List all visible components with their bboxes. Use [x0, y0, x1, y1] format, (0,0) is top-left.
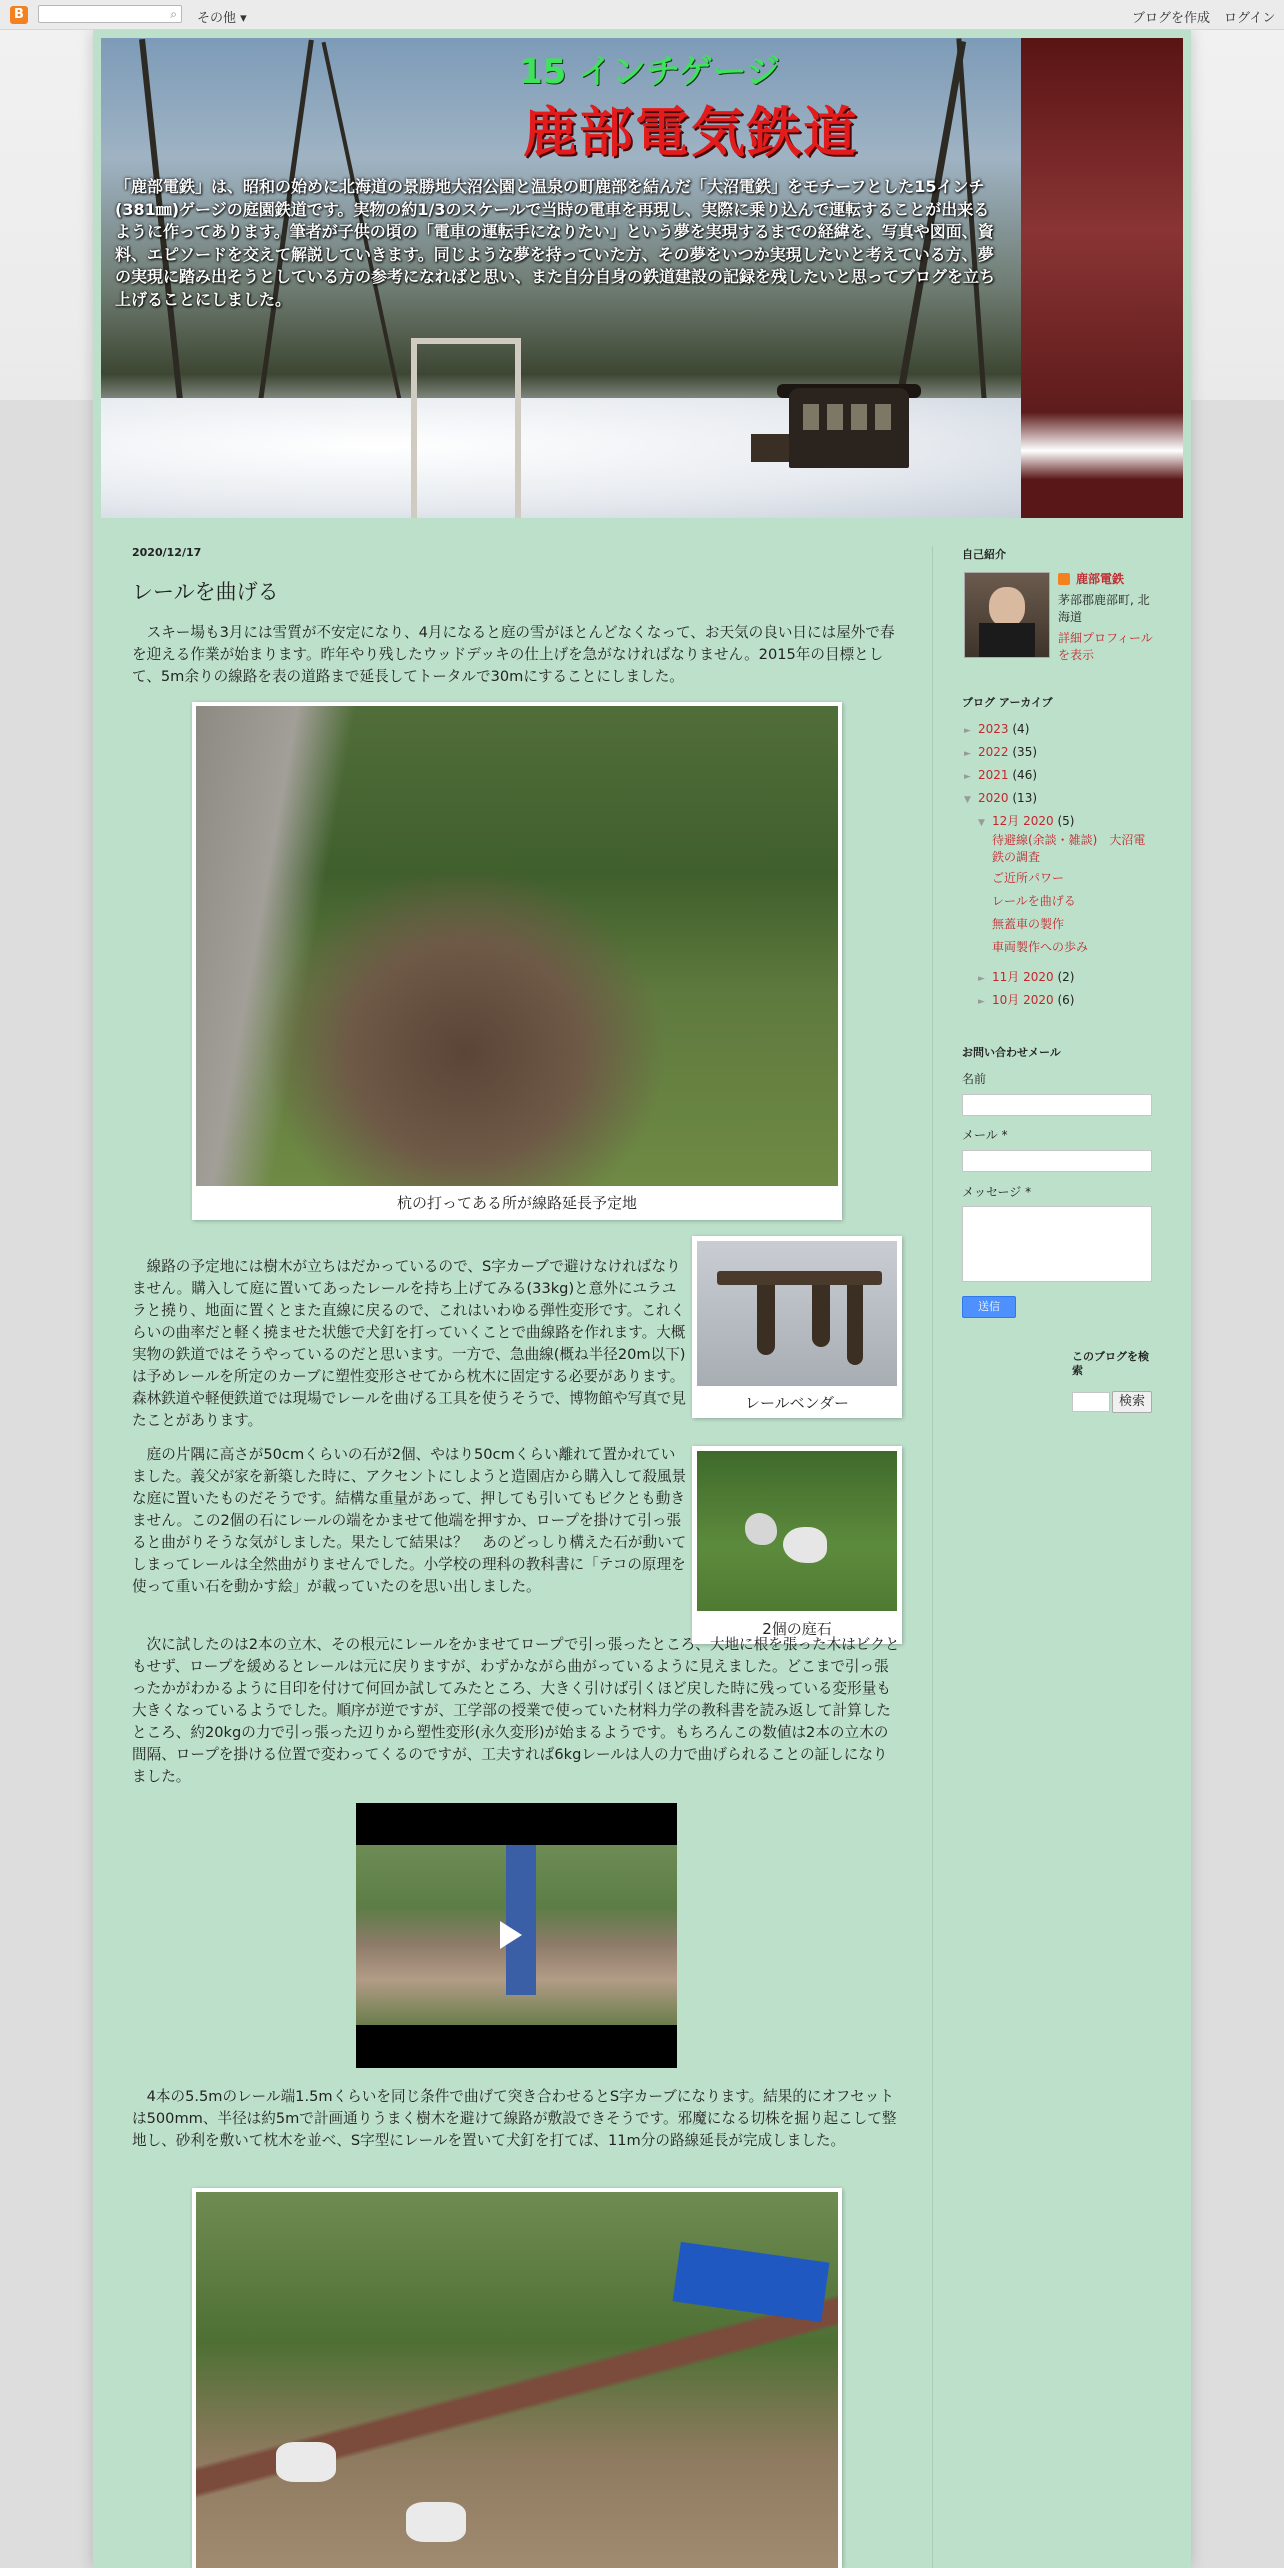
track-extension-photo: [196, 706, 838, 1186]
blue-tarp: [673, 2242, 830, 2322]
post-date: 2020/12/17: [132, 546, 202, 559]
post-paragraph: 次に試したのは2本の立木、その根元にレールをかませてロープで引っ張ったところ、大地に根を張った木はビクともせず、ロープを緩めるとレールは元に戻りますが、わずかながら曲がっているように見えました。どこまで引っ張ったかがわかるように目印を付けて何回か試してみたところ、大きく引けば引くほど戻した時に残っている変形量も大きくなっているようでした。順序が逆ですが、工学部の授業で使っていた材料力学の教科書を読み返して計算したところ、約20kgの力で引っ張った辺りから塑性変形(永久変形)が始まるようです。もちろんこの数値は2本の立木の間隔、ロープを掛ける位置で変わってくるのですが、工夫すれば6kgレールは人の力で曲げられることの証しになりました。: [132, 1636, 900, 1785]
expand-icon[interactable]: ►: [978, 997, 985, 1007]
author-location: 茅部郡鹿部町, 北海道: [1058, 593, 1150, 624]
photo-caption: レールベンダー: [744, 1394, 850, 1412]
archive-month-nov-2020[interactable]: [978, 968, 1074, 985]
rail-bender-bar: [717, 1271, 882, 1285]
navbar-search-input[interactable]: [38, 5, 182, 23]
contact-heading: お問い合わせメール: [962, 1046, 1061, 1059]
blog-title[interactable]: 鹿部電気鉄道: [523, 100, 859, 164]
archive-label[interactable]: 12月 2020: [992, 814, 1054, 828]
create-blog-link[interactable]: ブログを作成: [1132, 11, 1211, 26]
stone: [783, 1527, 827, 1563]
garden-chair: [406, 2502, 466, 2542]
tram-window: [851, 404, 867, 430]
archive-post-link[interactable]: 車両製作への歩み: [992, 940, 1089, 954]
archive-post-link[interactable]: 無蓋車の製作: [992, 917, 1065, 931]
post-paragraph: スキー場も3月には雪質が不安定になり、4月になると庭の雪がほとんどなくなって、お天気の良い日には屋外で春を迎える作業が始まります。昨年やり残したウッドデッキの仕上げを急がなければなりません。2015年の目標として、5m余りの線路を表の道路まで延長してトータルで30mにすることにしました。: [132, 624, 895, 685]
archive-post-link[interactable]: レールを曲げる: [992, 894, 1076, 908]
search-button[interactable]: 検索: [1112, 1391, 1152, 1413]
tram-window: [875, 404, 891, 430]
photo-caption: 2個の庭石: [762, 1620, 832, 1638]
expand-icon[interactable]: ►: [964, 726, 971, 736]
blog-search-input[interactable]: [1072, 1392, 1110, 1412]
archive-year-2022[interactable]: [964, 745, 1037, 759]
name-field[interactable]: [962, 1094, 1152, 1116]
archive-count: (6): [1057, 993, 1075, 1007]
email-field[interactable]: [962, 1150, 1152, 1172]
expand-icon[interactable]: ►: [964, 772, 971, 782]
archive-year-2023[interactable]: [964, 722, 1029, 736]
message-field[interactable]: [962, 1206, 1152, 1282]
garden-arch: [411, 338, 521, 518]
collapse-icon[interactable]: ▼: [978, 818, 985, 828]
rail-bender-hook: [847, 1285, 863, 1365]
login-link[interactable]: ログイン: [1224, 11, 1276, 26]
navbar-more-menu[interactable]: その他 ▾: [197, 11, 247, 26]
completed-track-photo: [196, 2192, 838, 2568]
photo-frame: [192, 702, 842, 1220]
rail-bender-hook: [812, 1285, 830, 1347]
column-divider: [932, 546, 933, 2568]
tram-window: [827, 404, 843, 430]
archive-post-link[interactable]: 待避線(余談・雑談) 大沼電鉄の調査: [992, 833, 1146, 864]
message-label: メッセージ *: [962, 1185, 1032, 1199]
expand-icon[interactable]: ►: [978, 974, 985, 984]
embedded-video[interactable]: [356, 1803, 677, 2068]
stone: [745, 1513, 777, 1545]
profile-heading: 自己紹介: [962, 548, 1006, 561]
author-name[interactable]: 鹿部電鉄: [1076, 572, 1125, 586]
search-icon[interactable]: ⌕: [170, 7, 177, 21]
archive-month-oct-2020[interactable]: [978, 991, 1074, 1008]
rail-bender-hook: [757, 1285, 775, 1355]
archive-year-2020[interactable]: [964, 791, 1037, 805]
avatar-uniform: [979, 623, 1035, 657]
expand-icon[interactable]: ►: [964, 749, 971, 759]
search-heading: このブログを検索: [1072, 1350, 1149, 1377]
play-icon[interactable]: [500, 1921, 522, 1949]
video-person: [506, 1845, 536, 1995]
photo-caption: 杭の打ってある所が線路延長予定地: [396, 1194, 637, 1212]
archive-label[interactable]: 11月 2020: [992, 970, 1054, 984]
blogger-profile-icon: [1058, 573, 1070, 585]
archive-count: (35): [1012, 745, 1038, 759]
blog-header: [101, 38, 1183, 518]
photo-frame: [692, 1446, 902, 1644]
garden-chair: [276, 2442, 336, 2482]
email-label: メール *: [962, 1128, 1008, 1142]
archive-label[interactable]: 10月 2020: [992, 993, 1054, 1007]
post-paragraph: 4本の5.5mのレール端1.5mくらいを同じ条件で曲げて突き合わせるとS字カーブになります。結果的にオフセットは500mm、半径は約5mで計画通りうまく樹木を避けて線路が敷設できそうです。邪魔になる切株を掘り起こして整地し、砂利を敷いて枕木を並べ、S字型にレールを置いて犬釘を打てば、11m分の路線延長が完成しました。: [132, 2088, 897, 2149]
archive-count: (4): [1012, 722, 1030, 736]
archive-heading: ブログ アーカイブ: [962, 696, 1053, 709]
post-paragraph: 線路の予定地には樹木が立ちはだかっているので、S字カーブで避けなければなりません。購入して庭に置いてあったレールを持ち上げてみる(33kg)と意外にユラユラと撓り、地面に置くとまた直線に戻るので、これはいわゆる弾性変形です。これくらいの曲率だと軽く撓ませた状態で犬釘を打っていくことで曲線路を作れます。大概実物の鉄道ではそうやっているのだと思います。一方で、急曲線(概ね半径20m以下)は予めレールを所定のカーブに塑性変形させてから枕木に固定する必要があります。森林鉄道や軽便鉄道では現場でレールを曲げる工具を使うそうで、博物館や写真で見たことがあります。: [132, 1258, 686, 1429]
avatar-face: [989, 587, 1025, 627]
profile-avatar[interactable]: [964, 572, 1050, 658]
photo-frame: [692, 1236, 902, 1418]
blogger-navbar: [0, 0, 1284, 30]
collapse-icon[interactable]: ▼: [964, 795, 971, 805]
header-gauge: 15 インチゲージ: [519, 52, 781, 92]
archive-count: (2): [1057, 970, 1075, 984]
archive-label[interactable]: 2023: [978, 722, 1009, 736]
archive-label[interactable]: 2020: [978, 791, 1009, 805]
rail-bender-photo: [697, 1241, 897, 1386]
name-label: 名前: [962, 1072, 987, 1086]
archive-post-link[interactable]: ご近所パワー: [992, 871, 1065, 885]
send-button[interactable]: 送信: [962, 1296, 1016, 1318]
archive-month-dec-2020[interactable]: [978, 812, 1074, 829]
profile-detail-link[interactable]: 詳細プロフィールを表示: [1058, 631, 1153, 662]
garden-stones-photo: [697, 1451, 897, 1611]
archive-label[interactable]: 2022: [978, 745, 1009, 759]
archive-year-2021[interactable]: [964, 768, 1037, 782]
archive-count: (13): [1012, 791, 1038, 805]
post-paragraph: 庭の片隅に高さが50cmくらいの石が2個、やはり50cmくらい離れて置かれていました。義父が家を新築した時に、アクセントにしようと造園店から購入して殺風景な庭に置いたものだそうです。結構な重量があって、押しても引いてもビクとも動きません。この2個の石にレールの端をかませて他端を押すか、ロープを掛けて引っ張ると曲がりそうな気がしました。果たして結果は？ あのどっしり構えた石が動いてしまってレールは全然曲がりませんでした。小学校の理科の教科書に「テコの原理を使って重い石を動かす絵」が載っていたのを思い出しました。: [132, 1446, 687, 1595]
archive-count: (46): [1012, 768, 1038, 782]
blogger-logo-icon[interactable]: B: [10, 6, 28, 24]
tram-window: [803, 404, 819, 430]
blog-description: 「鹿部電鉄」は、昭和の始めに北海道の景勝地大沼公園と温泉の町鹿部を結んだ「大沼電鉄」をモチーフとした15インチ(381㎜)ゲージの庭園鉄道です。実物の約1/3のスケールで当時の電車を再現し、実際に乗り込んで運転することが出来るように作ってあります。筆者が子供の頃の「電車の運転手になりたい」という夢を実現するまでの経緯を、写真や図面、資料、エピソードを交えて解説していきます。同じような夢を持っていた方、その夢をいつか実現したいと考えている方、夢の実現に踏み出そうとしている方の参考になればと思い、また自分自身の鉄道建設の記録を残したいと思ってブログを立ち上げることにしました。: [115, 177, 996, 309]
archive-label[interactable]: 2021: [978, 768, 1009, 782]
header-right-panel: [1021, 38, 1183, 518]
archive-count: (5): [1057, 814, 1075, 828]
photo-frame: [192, 2188, 842, 2568]
post-title[interactable]: レールを曲げる: [132, 580, 279, 604]
